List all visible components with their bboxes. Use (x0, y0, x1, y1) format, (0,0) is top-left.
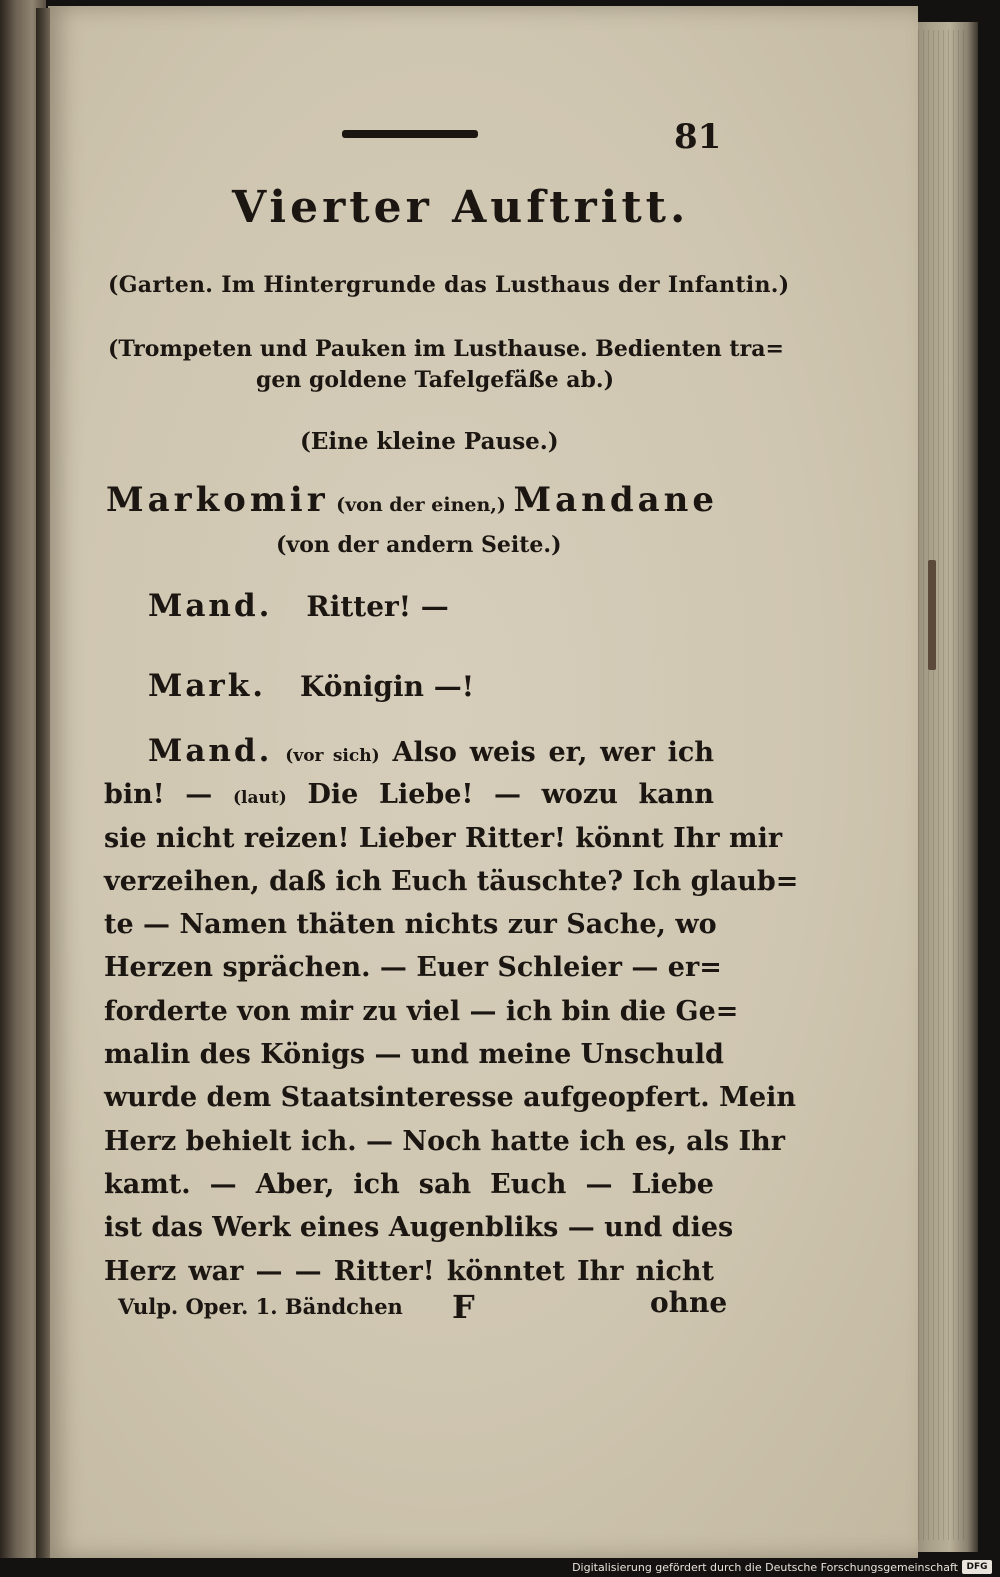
paragraph-line: Herz behielt ich. — Noch hatte ich es, als Ihr (104, 1125, 785, 1157)
signature-mark: F (452, 1288, 475, 1326)
character-name: Mandane (513, 480, 718, 520)
character-name: Markomir (106, 480, 329, 520)
paragraph-line: forderte von mir zu viel — ich bin die Ge= (104, 995, 739, 1027)
digitization-credit: Digitalisierung gefördert durch die Deutsche Forschungsgemeinschaft (572, 1561, 958, 1574)
paragraph-text: bin! — (104, 779, 213, 811)
paragraph-text: Die Liebe! — wozu kann (307, 779, 714, 811)
stage-direction-pause: (Eine kleine Pause.) (300, 428, 559, 455)
page-block-lines (918, 30, 968, 1540)
paragraph-line (104, 773, 714, 816)
stage-direction-line: (Trompeten und Pauken im Lusthause. Bedienten tra= (108, 336, 784, 362)
spine-shadow (36, 8, 50, 1558)
header-rule (342, 130, 478, 138)
paragraph-line: ist das Werk eines Augenbliks — und dies (104, 1212, 734, 1244)
stage-direction-setting: (Garten. Im Hintergrunde das Lusthaus der Infantin.) (108, 272, 790, 298)
paragraph-line: te — Namen thäten nichts zur Sache, wo (104, 909, 717, 941)
dialogue-line (148, 588, 449, 624)
paragraph-line (104, 730, 714, 773)
signature-line: Vulp. Oper. 1. Bändchen (118, 1294, 403, 1319)
speech-paragraph (104, 730, 799, 1293)
character-entry-line (106, 480, 718, 520)
paragraph-line: Herz war — — Ritter! könntet Ihr nicht (104, 1255, 714, 1287)
paragraph-line: Herzen sprächen. — Euer Schleier — er= (104, 952, 722, 984)
stage-direction-line: gen goldene Tafelgefäße ab.) (256, 367, 614, 393)
paragraph-line: wurde dem Staatsinteresse aufgeopfert. Mein (104, 1082, 797, 1114)
stage-aside: (vor sich) (285, 746, 380, 766)
paragraph-text: Also weis er, wer ich (392, 737, 715, 768)
dialogue-text: Ritter! — (306, 590, 449, 623)
character-note: (von der andern Seite.) (276, 532, 562, 558)
page-number: 81 (674, 117, 722, 157)
paragraph-line: kamt. — Aber, ich sah Euch — Liebe (104, 1168, 714, 1200)
speaker-name: Mark. (148, 668, 267, 704)
paragraph-line: malin des Königs — und meine Unschuld (104, 1039, 724, 1071)
scene-title: Vierter Auftritt. (232, 182, 690, 233)
dfg-logo: DFG (962, 1560, 992, 1574)
speaker-name: Mand. (148, 588, 273, 624)
stage-aside: (laut) (232, 788, 287, 809)
dialogue-text: Königin —! (300, 670, 475, 703)
character-note: (von der einen,) (336, 494, 506, 516)
paragraph-line: verzeihen, daß ich Euch täuschte? Ich glaub= (104, 865, 799, 897)
catchword: ohne (650, 1286, 728, 1319)
speaker-name: Mand. (148, 733, 273, 769)
dialogue-line (148, 668, 474, 704)
paragraph-line: sie nicht reizen! Lieber Ritter! könnt Ihr mir (104, 822, 783, 854)
bookmark-ribbon (928, 560, 936, 670)
